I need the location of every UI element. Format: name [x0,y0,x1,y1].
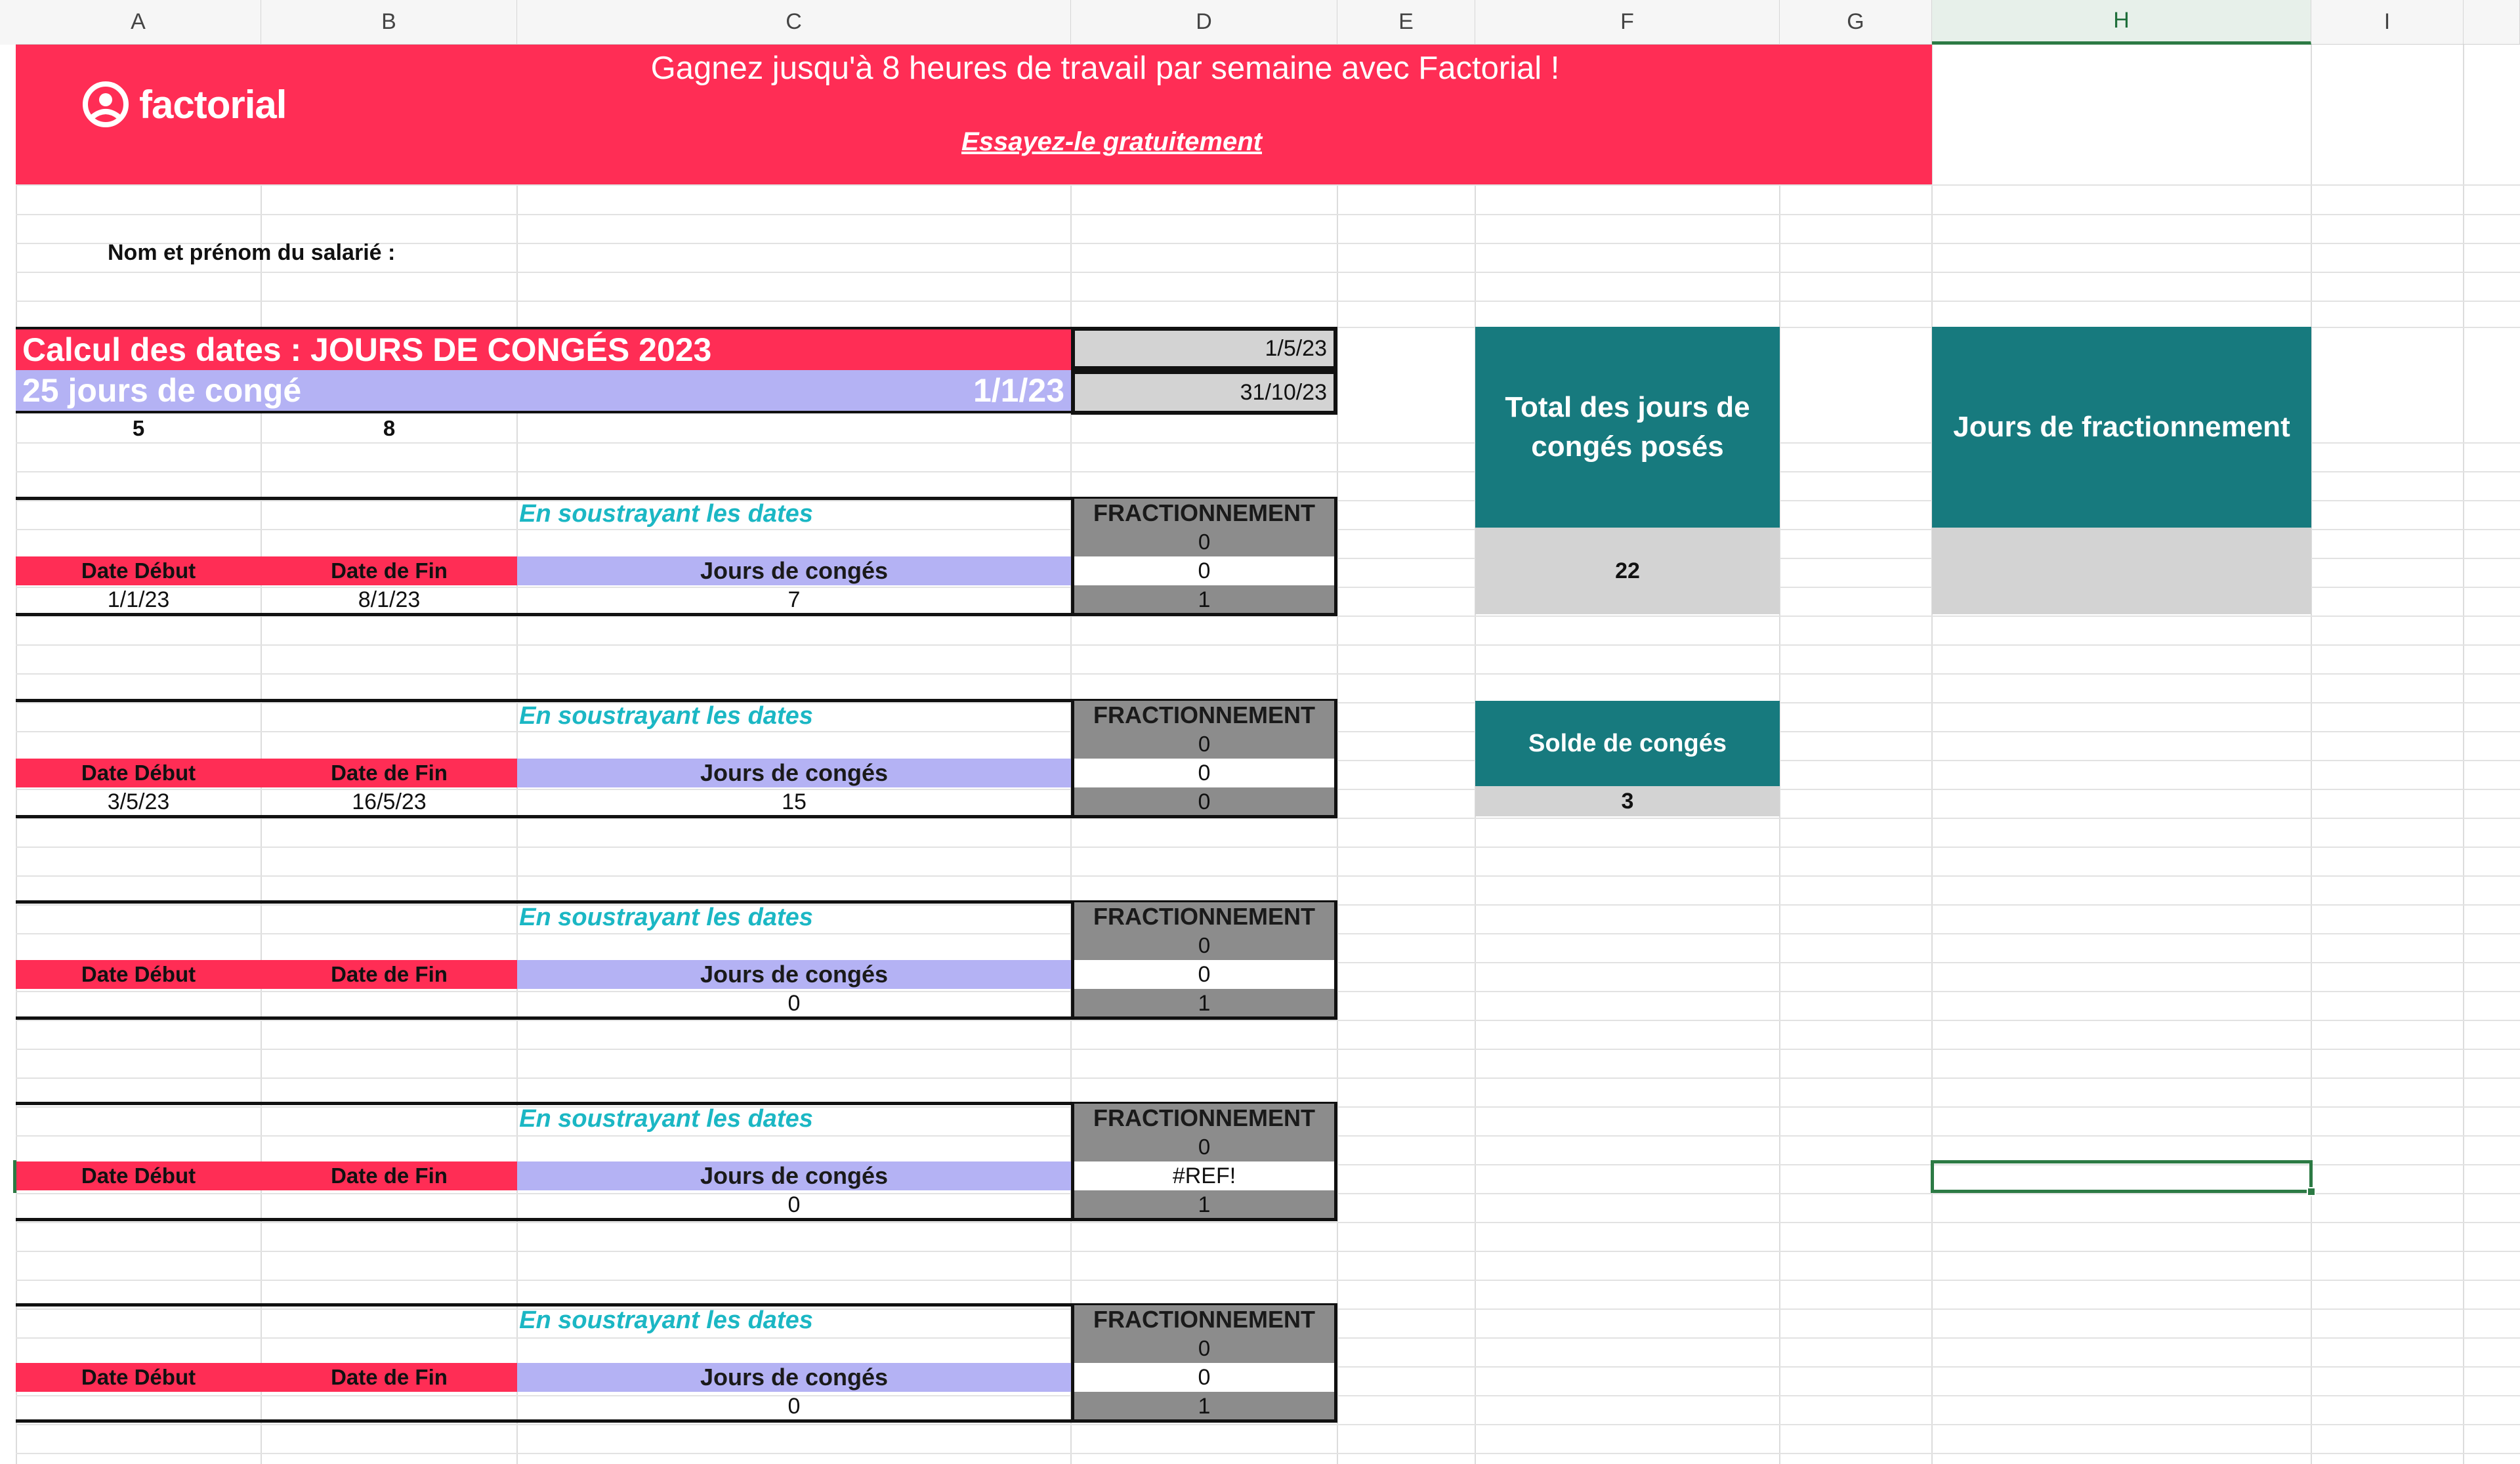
date-fin-header: Date de Fin [261,1161,517,1190]
fractionnement-days-header [1932,327,2311,528]
total-leave-label: Total des jours de congés posés [1505,391,1750,463]
leave-balance-value: 3 [1621,788,1634,814]
fractionnement-mid-value[interactable]: #REF! [1071,1161,1337,1190]
row-edge-marker [13,1160,16,1193]
fractionnement-header: FRACTIONNEMENT [1071,1104,1337,1133]
column-header-bar [0,0,2520,45]
fractionnement-header: FRACTIONNEMENT [1071,1305,1337,1334]
fractionnement-mid-value[interactable]: 0 [1071,759,1337,787]
calc-subtitle-text: 25 jours de congé [22,372,302,409]
block-bottom-border [16,1419,1337,1423]
jours-conges-header: Jours de congés [517,1363,1071,1392]
column-header-c[interactable]: C [517,0,1071,45]
total-leave-header [1475,327,1780,528]
jours-conges-header: Jours de congés [517,960,1071,989]
grid-line [16,875,2520,877]
grid-line [16,1020,2520,1021]
fractionnement-header: FRACTIONNEMENT [1071,499,1337,528]
block-bottom-border [16,1016,1337,1020]
grid-line [16,1280,2520,1281]
fractionnement-top-value[interactable]: 0 [1071,1334,1337,1363]
fractionnement-bottom-value[interactable]: 1 [1071,585,1337,614]
subtract-dates-label: En soustrayant les dates [519,903,813,931]
column-header-e[interactable]: E [1337,0,1475,45]
start-date-value[interactable]: 3/5/23 [107,789,170,814]
grid-line [16,847,2520,848]
fractionnement-bottom-value[interactable]: 1 [1071,1392,1337,1421]
date-fin-header: Date de Fin [261,556,517,585]
date-debut-header: Date Début [16,556,261,585]
grid-line [16,1453,2520,1454]
date-debut-header: Date Début [16,960,261,989]
date-debut-header: Date Début [16,1161,261,1190]
calc-title-text: Calcul des dates : JOURS DE CONGÉS 2023 [22,331,712,368]
fractionnement-bottom-value[interactable]: 0 [1071,787,1337,816]
date-debut-header: Date Début [16,1363,261,1392]
total-leave-value-cell[interactable] [1475,528,1780,614]
calc-date-end[interactable] [1071,370,1337,415]
grid-line [16,1049,2520,1050]
fractionnement-top-value[interactable]: 0 [1071,528,1337,556]
grid-line [16,184,2520,186]
grid-line [16,1251,2520,1252]
leave-days-value[interactable]: 7 [788,587,801,612]
fractionnement-days-label: Jours de fractionnement [1953,411,2290,443]
start-date-value[interactable] [16,989,261,1018]
fractionnement-days-value-cell[interactable] [1932,528,2311,614]
fractionnement-bottom-value[interactable]: 1 [1071,989,1337,1018]
start-date-value[interactable] [16,1392,261,1421]
calc-date-end-value: 31/10/23 [1240,379,1327,405]
block-bottom-border [16,815,1337,818]
fractionnement-header: FRACTIONNEMENT [1071,701,1337,730]
calc-row-b[interactable]: 8 [383,416,396,440]
end-date-value[interactable]: 16/5/23 [352,789,427,814]
calc-subtitle-date: 1/1/23 [973,372,1064,409]
calc-date-start[interactable] [1071,327,1337,370]
block-bottom-border [16,1218,1337,1221]
column-header-f[interactable]: F [1475,0,1780,45]
leave-days-value[interactable]: 0 [788,990,801,1016]
fractionnement-top-value[interactable]: 0 [1071,931,1337,960]
banner-cta-link[interactable]: Essayez-le gratuitement [961,127,1262,156]
logo-text: factorial [139,82,287,127]
calc-subtitle [16,370,1071,413]
subtract-dates-label: En soustrayant les dates [519,1104,813,1133]
column-header-a[interactable]: A [16,0,261,45]
fractionnement-bottom-value[interactable]: 1 [1071,1190,1337,1219]
column-header-d[interactable]: D [1071,0,1337,45]
date-fin-header: Date de Fin [261,960,517,989]
calc-row-a[interactable]: 5 [132,416,145,440]
leave-balance-label: Solde de congés [1528,729,1727,757]
banner-headline: Gagnez jusqu'à 8 heures de travail par semaine avec Factorial ! [650,51,1560,86]
subtract-dates-label: En soustrayant les dates [519,499,813,528]
subtract-dates-label: En soustrayant les dates [519,701,813,730]
leave-days-value[interactable]: 15 [782,789,807,814]
jours-conges-header: Jours de congés [517,1161,1071,1190]
selected-cell[interactable] [1931,1160,2313,1193]
end-date-value[interactable] [261,1190,517,1219]
subtract-dates-label: En soustrayant les dates [519,1306,813,1334]
start-date-value[interactable] [16,1190,261,1219]
fractionnement-header: FRACTIONNEMENT [1071,902,1337,931]
jours-conges-header: Jours de congés [517,759,1071,787]
grid-line [16,214,2520,215]
grid-line [16,1222,2520,1223]
leave-days-value[interactable]: 0 [788,1192,801,1217]
end-date-value[interactable]: 8/1/23 [358,587,421,612]
end-date-value[interactable] [261,1392,517,1421]
column-header-j[interactable] [2464,0,2520,45]
calc-date-start-value: 1/5/23 [1265,335,1327,361]
jours-conges-header: Jours de congés [517,556,1071,585]
column-header-h[interactable]: H [1932,0,2311,45]
fractionnement-mid-value[interactable]: 0 [1071,556,1337,585]
leave-days-value[interactable]: 0 [788,1393,801,1419]
block-bottom-border [16,613,1337,616]
date-fin-header: Date de Fin [261,1363,517,1392]
grid-line [16,272,2520,273]
fractionnement-top-value[interactable]: 0 [1071,730,1337,759]
date-debut-header: Date Début [16,759,261,787]
fill-handle[interactable] [2307,1187,2316,1196]
fractionnement-top-value[interactable]: 0 [1071,1133,1337,1161]
total-leave-value: 22 [1615,558,1640,583]
start-date-value[interactable]: 1/1/23 [107,587,170,612]
grid-line [16,673,2520,675]
column-header-b[interactable]: B [261,0,517,45]
fractionnement-mid-value[interactable]: 0 [1071,1363,1337,1392]
column-header-i[interactable]: I [2311,0,2464,45]
date-fin-header: Date de Fin [261,759,517,787]
grid-line [16,1424,2520,1425]
grid-line [16,301,2520,302]
factorial-logo-icon [81,80,130,129]
column-header-g[interactable]: G [1780,0,1932,45]
fractionnement-mid-value[interactable]: 0 [1071,960,1337,989]
grid-line [16,1077,2520,1079]
factorial-logo[interactable] [81,75,286,134]
end-date-value[interactable] [261,989,517,1018]
calc-title [16,327,1071,370]
grid-line [16,644,2520,646]
employee-name-label: Nom et prénom du salarié : [108,240,396,265]
leave-balance-value-cell[interactable] [1475,786,1780,816]
leave-balance-header [1475,701,1780,786]
promo-banner [16,45,1932,184]
